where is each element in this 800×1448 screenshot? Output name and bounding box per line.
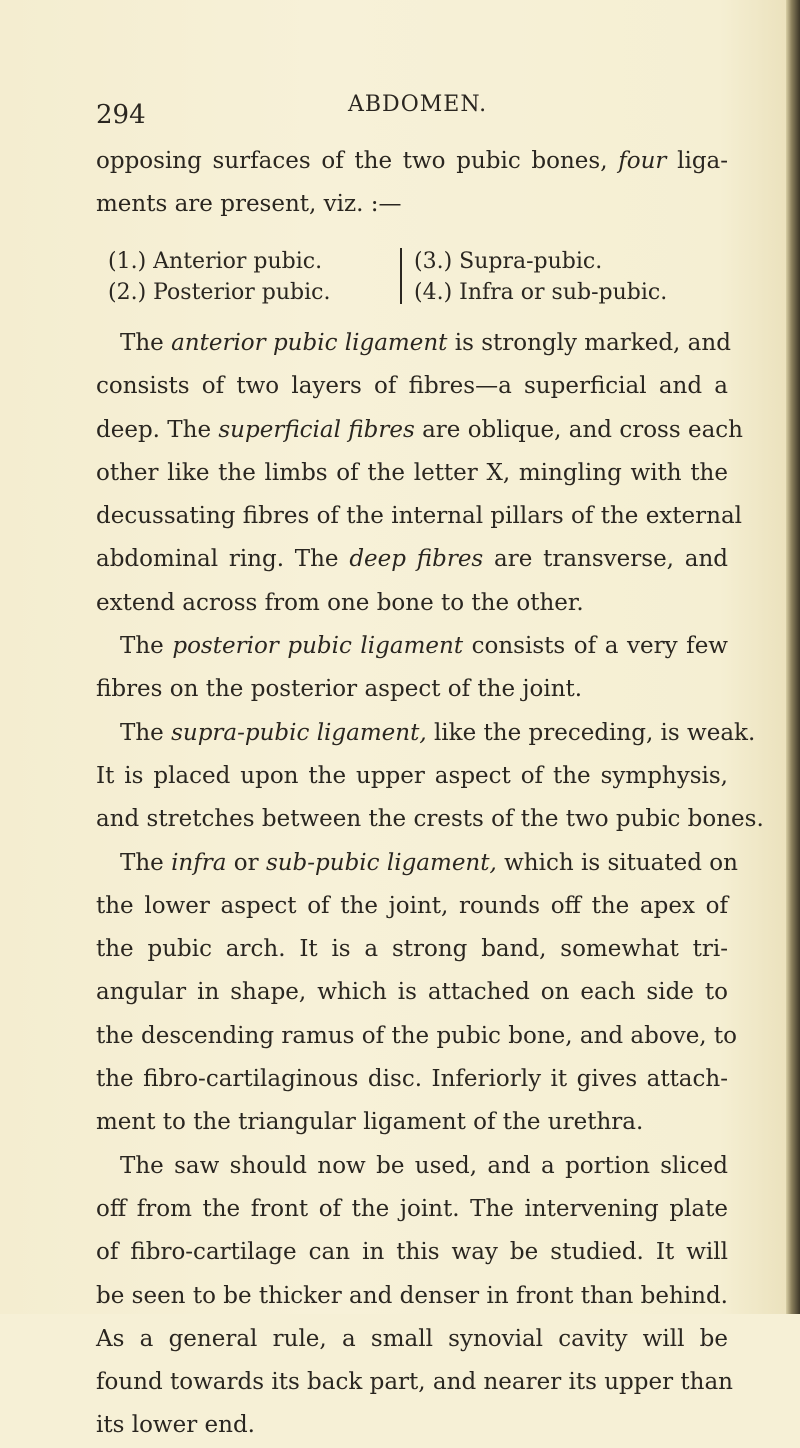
list-item: (3.) Supra-pubic. — [414, 249, 603, 274]
text-line — [96, 1361, 733, 1404]
italic-term: anterior pubic ligament — [171, 330, 448, 356]
italic-term: supra-pubic ligament, — [171, 719, 427, 746]
running-head: ABDOMEN. — [348, 92, 488, 117]
text-span: The — [120, 849, 172, 876]
italic-term: infra — [171, 849, 227, 876]
italic-term: sub-pubic ligament, — [265, 849, 497, 876]
list-divider — [400, 248, 402, 304]
text-span: The saw should now be used, and a portion sliced — [120, 1152, 728, 1179]
text-line — [96, 625, 728, 668]
text-span: its lower end. — [96, 1412, 255, 1439]
text-span: or — [226, 849, 266, 876]
text-span: of fibro-cartilage can in this way be studied. It will — [96, 1239, 728, 1266]
page-header — [96, 92, 716, 132]
text-span: the pubic arch. It is a strong band, somewhat tri- — [96, 936, 728, 963]
text-span: The — [120, 719, 172, 746]
text-line — [96, 582, 728, 625]
text-span: fibres on the posterior aspect of the joint. — [96, 676, 583, 703]
text-span: decussating fibres of the internal pillars of the external — [96, 503, 743, 530]
text-span: which is situated on — [496, 849, 738, 876]
text-line — [96, 1101, 728, 1144]
list-col-1 — [108, 246, 330, 308]
italic-term: deep fibres — [349, 546, 484, 573]
intro-line-1 — [96, 140, 728, 183]
text-line — [96, 365, 728, 408]
text-line — [96, 1231, 728, 1274]
text-span: abdominal ring. The — [96, 546, 350, 573]
text-line — [96, 1404, 728, 1447]
intro-text — [96, 140, 728, 227]
text-span: It is placed upon the upper aspect of the symphysis, — [96, 762, 728, 789]
text-line — [96, 409, 743, 452]
text-line — [96, 668, 728, 711]
text-line — [96, 1145, 728, 1188]
text-span: are oblique, and cross each — [414, 416, 743, 443]
text-span: found towards its back part, and nearer its upper than — [96, 1369, 733, 1396]
text-span: The — [120, 633, 173, 660]
page-number: 294 — [96, 100, 146, 130]
text-line — [96, 1318, 728, 1361]
text-line — [96, 971, 728, 1014]
text-span: off from the front of the joint. The intervening plate — [96, 1195, 728, 1222]
list-item: (4.) Infra or sub-pubic. — [414, 280, 668, 305]
text-span: be seen to be thicker and denser in front than behind. — [96, 1282, 728, 1309]
text-line — [96, 755, 728, 798]
body-text — [96, 322, 764, 1448]
text-span: and stretches between the crests of the two pubic bones. — [96, 806, 764, 833]
list-item: (1.) Anterior pubic. — [108, 249, 323, 274]
text-span: deep. The — [96, 416, 219, 443]
text-span: the lower aspect of the joint, rounds off the apex of — [96, 892, 728, 919]
text-span: opposing surfaces of the two pubic bones, — [96, 148, 608, 174]
list-item: (2.) Posterior pubic. — [108, 280, 331, 305]
text-span: consists of two layers of fibres—a superficial and a — [96, 373, 728, 400]
text-line — [96, 495, 743, 538]
text-line — [96, 885, 728, 928]
text-line — [96, 928, 728, 971]
text-span: the fibro-cartilaginous disc. Inferiorly it gives attach- — [96, 1066, 728, 1093]
text-span: the descending ramus of the pubic bone, and above, to — [96, 1022, 738, 1049]
text-span: are transverse, and — [483, 546, 729, 573]
text-line — [96, 1188, 728, 1231]
text-line — [96, 712, 756, 755]
text-line — [96, 1275, 728, 1318]
text-span: ment to the triangular ligament of the urethra. — [96, 1109, 644, 1136]
text-span: liga- — [677, 148, 729, 174]
text-em: four — [618, 148, 667, 174]
list-col-2 — [414, 246, 667, 308]
text-line — [96, 798, 764, 841]
italic-term: posterior pubic ligament — [172, 633, 464, 660]
text-line — [96, 322, 731, 365]
text-line — [96, 1015, 738, 1058]
page-edge — [786, 0, 800, 1314]
italic-term: superficial fibres — [218, 416, 415, 443]
text-line — [96, 842, 738, 885]
text-span: like the preceding, is weak. — [426, 719, 756, 746]
text-span: consists of a very few — [463, 633, 728, 660]
text-span: other like the limbs of the letter X, mingling with the — [96, 459, 728, 486]
text-span: extend across from one bone to the other. — [96, 589, 584, 616]
text-span: is strongly marked, and — [447, 330, 731, 356]
intro-line-2: ments are present, viz. :— — [96, 191, 402, 218]
text-line — [96, 1058, 728, 1101]
ligament-list — [108, 246, 688, 308]
text-line — [96, 452, 728, 495]
text-span: As a general rule, a small synovial cavity will be — [96, 1325, 728, 1352]
text-span: angular in shape, which is attached on each side to — [96, 979, 728, 1006]
text-span: The — [120, 330, 172, 356]
text-line — [96, 538, 728, 581]
